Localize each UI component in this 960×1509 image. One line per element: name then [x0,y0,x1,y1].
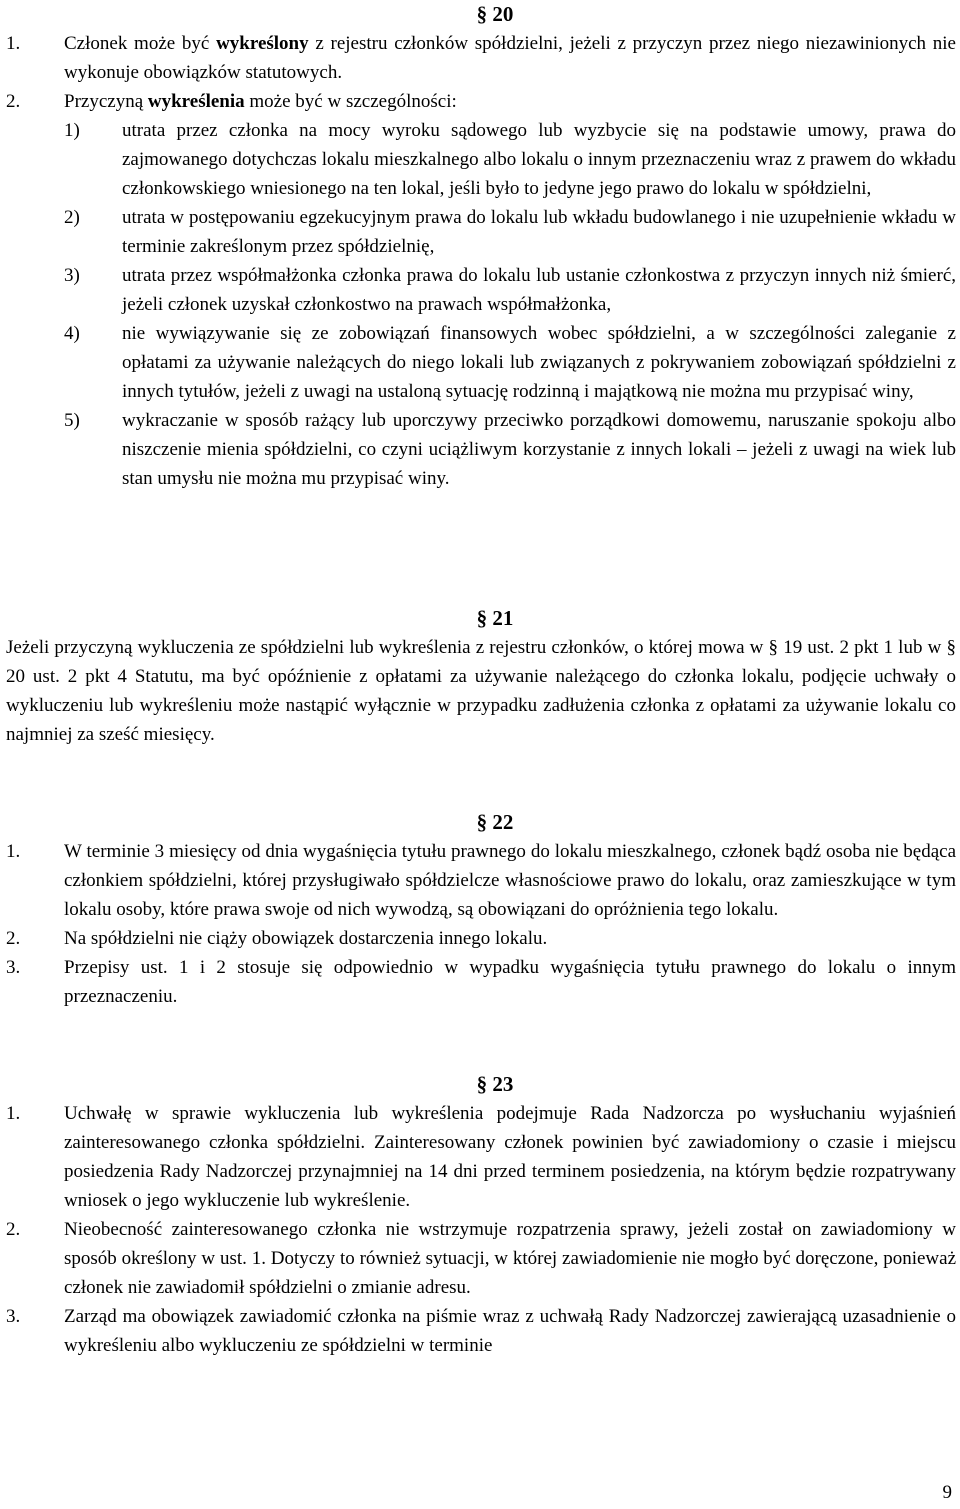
paragraph-text: Nieobecność zainteresowanego członka nie wstrzymuje rozpatrzenia sprawy, jeżeli został on zawiadomiony w sposób określony w ust. 1. Dotyczy to również sytuacji, w której zawiadomienie nie mogło być doręczone, ponieważ członek nie zawiadomił spółdzielni o zmianie adresu. [64,1219,956,1298]
paragraph-text: Zarząd ma obowiązek zawiadomić członka na piśmie wraz z uchwałą Rady Nadzorczej zawierającą uzasadnienie o wykreśleniu albo wykluczeniu ze spółdzielni w terminie [64,1306,956,1356]
paragraph-number: 1. [6,33,21,54]
section-23 [6,1070,956,1360]
section-text: Jeżeli przyczyną wykluczenia ze spółdzielni lub wykreślenia z rejestru członków, o której mowa w § 19 ust. 2 pkt 1 lub w § 20 ust. 2 pkt 4 Statutu, ma być opóźnienie z opłatami za używanie należącego do członka lokalu, podjęcie uchwały o wykluczeniu lub wykreśleniu może nastąpić wyłącznie w przypadku zadłużenia członka z opłatami za używanie lokalu co najmniej za sześć miesięcy. [6,637,956,745]
list-text: utrata przez członka na mocy wyroku sądowego lub wyzbycie się na podstawie umowy, prawa do zajmowanego dotychczas lokalu mieszkalnego albo lokalu o innym przeznaczeniu wraz z prawem do wkładu członkowskiego wniesionego na ten lokal, jeśli było to jedyne jego prawo do lokalu w spółdzielni, [122,120,956,199]
paragraph-number: 1. [6,841,21,862]
list-item [6,406,956,493]
page-number: 9 [942,1482,952,1503]
section-21 [6,604,956,749]
paragraph [6,1302,956,1360]
paragraph-text: Uchwałę w sprawie wykluczenia lub wykreślenia podejmuje Rada Nadzorcza po wysłuchaniu wyjaśnień zainteresowanego członka spółdzielni. Zainteresowany członek powinien być zawiadomiony o czasie i miejscu posiedzenia Rady Nadzorczej przynajmniej na 14 dni przed terminem posiedzenia, na którym będzie rozpatrywany wniosek o jego wykluczenie lub wykreślenie. [64,1103,956,1211]
list-item [6,203,956,261]
paragraph-number: 3. [6,957,21,978]
list-item [6,319,956,406]
paragraph-number: 1. [6,1103,21,1124]
list-item [6,116,956,203]
section-20 [6,0,956,493]
paragraph [6,1099,956,1215]
paragraph-text: Na spółdzielni nie ciąży obowiązek dostarczenia innego lokalu. [64,928,548,949]
paragraph-number: 2. [6,91,21,112]
paragraph-text: Przepisy ust. 1 i 2 stosuje się odpowiednio w wypadku wygaśnięcia tytułu prawnego do lokalu o innym przeznaczeniu. [64,957,956,1007]
list-text: utrata w postępowaniu egzekucyjnym prawa do lokalu lub wkładu budowlanego i nie uzupełnienie wkładu w terminie zakreślonym przez spółdzielnię, [122,207,956,257]
list-number: 2) [64,207,80,228]
paragraph-1 [6,29,956,87]
section-heading: § 21 [476,606,514,630]
list-item [6,261,956,319]
list-text: wykraczanie w sposób rażący lub uporczywy przeciwko porządkowi domowemu, naruszanie spokoju albo niszczenie mienia spółdzielni, co czyni uciążliwym korzystanie z innych lokali – jeżeli z uwagi na wiek lub stan umysłu nie można mu przypisać winy. [122,410,956,489]
paragraph-text: W terminie 3 miesięcy od dnia wygaśnięcia tytułu prawnego do lokalu mieszkalnego, członek bądź osoba nie będąca członkiem spółdzielni, której przysługiwało spółdzielcze własnościowe prawo do lokalu, oraz zamieszkujące w tym lokalu osoby, które prawa swoje od nich wywodzą, są obowiązani do opróżnienia tego lokalu. [64,841,956,920]
list-number: 4) [64,323,80,344]
paragraph-number: 2. [6,1219,21,1240]
list-number: 1) [64,120,80,141]
paragraph-2 [6,87,956,116]
paragraph [6,924,956,953]
section-22 [6,808,956,1011]
paragraph [6,837,956,924]
paragraph-number: 3. [6,1306,21,1327]
list-number: 3) [64,265,80,286]
list-number: 5) [64,410,80,431]
section-heading: § 20 [476,2,514,26]
list-text: nie wywiązywanie się ze zobowiązań finansowych wobec spółdzielni, a w szczególności zaleganie z opłatami za używanie należących do niego lokali lub związanych z pokrywaniem zobowiązań spółdzielni z innych tytułów, jeżeli z uwagi na ustaloną sytuację rodzinną i majątkową nie można mu przypisać winy, [122,323,956,402]
paragraph-number: 2. [6,928,21,949]
paragraph [6,953,956,1011]
section-heading: § 22 [476,810,514,834]
paragraph-text: Członek może być wykreślony z rejestru członków spółdzielni, jeżeli z przyczyn przez niego niezawinionych nie wykonuje obowiązków statutowych. [64,33,956,83]
paragraph [6,1215,956,1302]
section-heading: § 23 [476,1072,514,1096]
list-text: utrata przez współmałżonka członka prawa do lokalu lub ustanie członkostwa z przyczyn innych niż śmierć, jeżeli członek uzyskał członkostwo na prawach współmałżonka, [122,265,956,315]
paragraph-text: Przyczyną wykreślenia może być w szczególności: [64,91,457,112]
